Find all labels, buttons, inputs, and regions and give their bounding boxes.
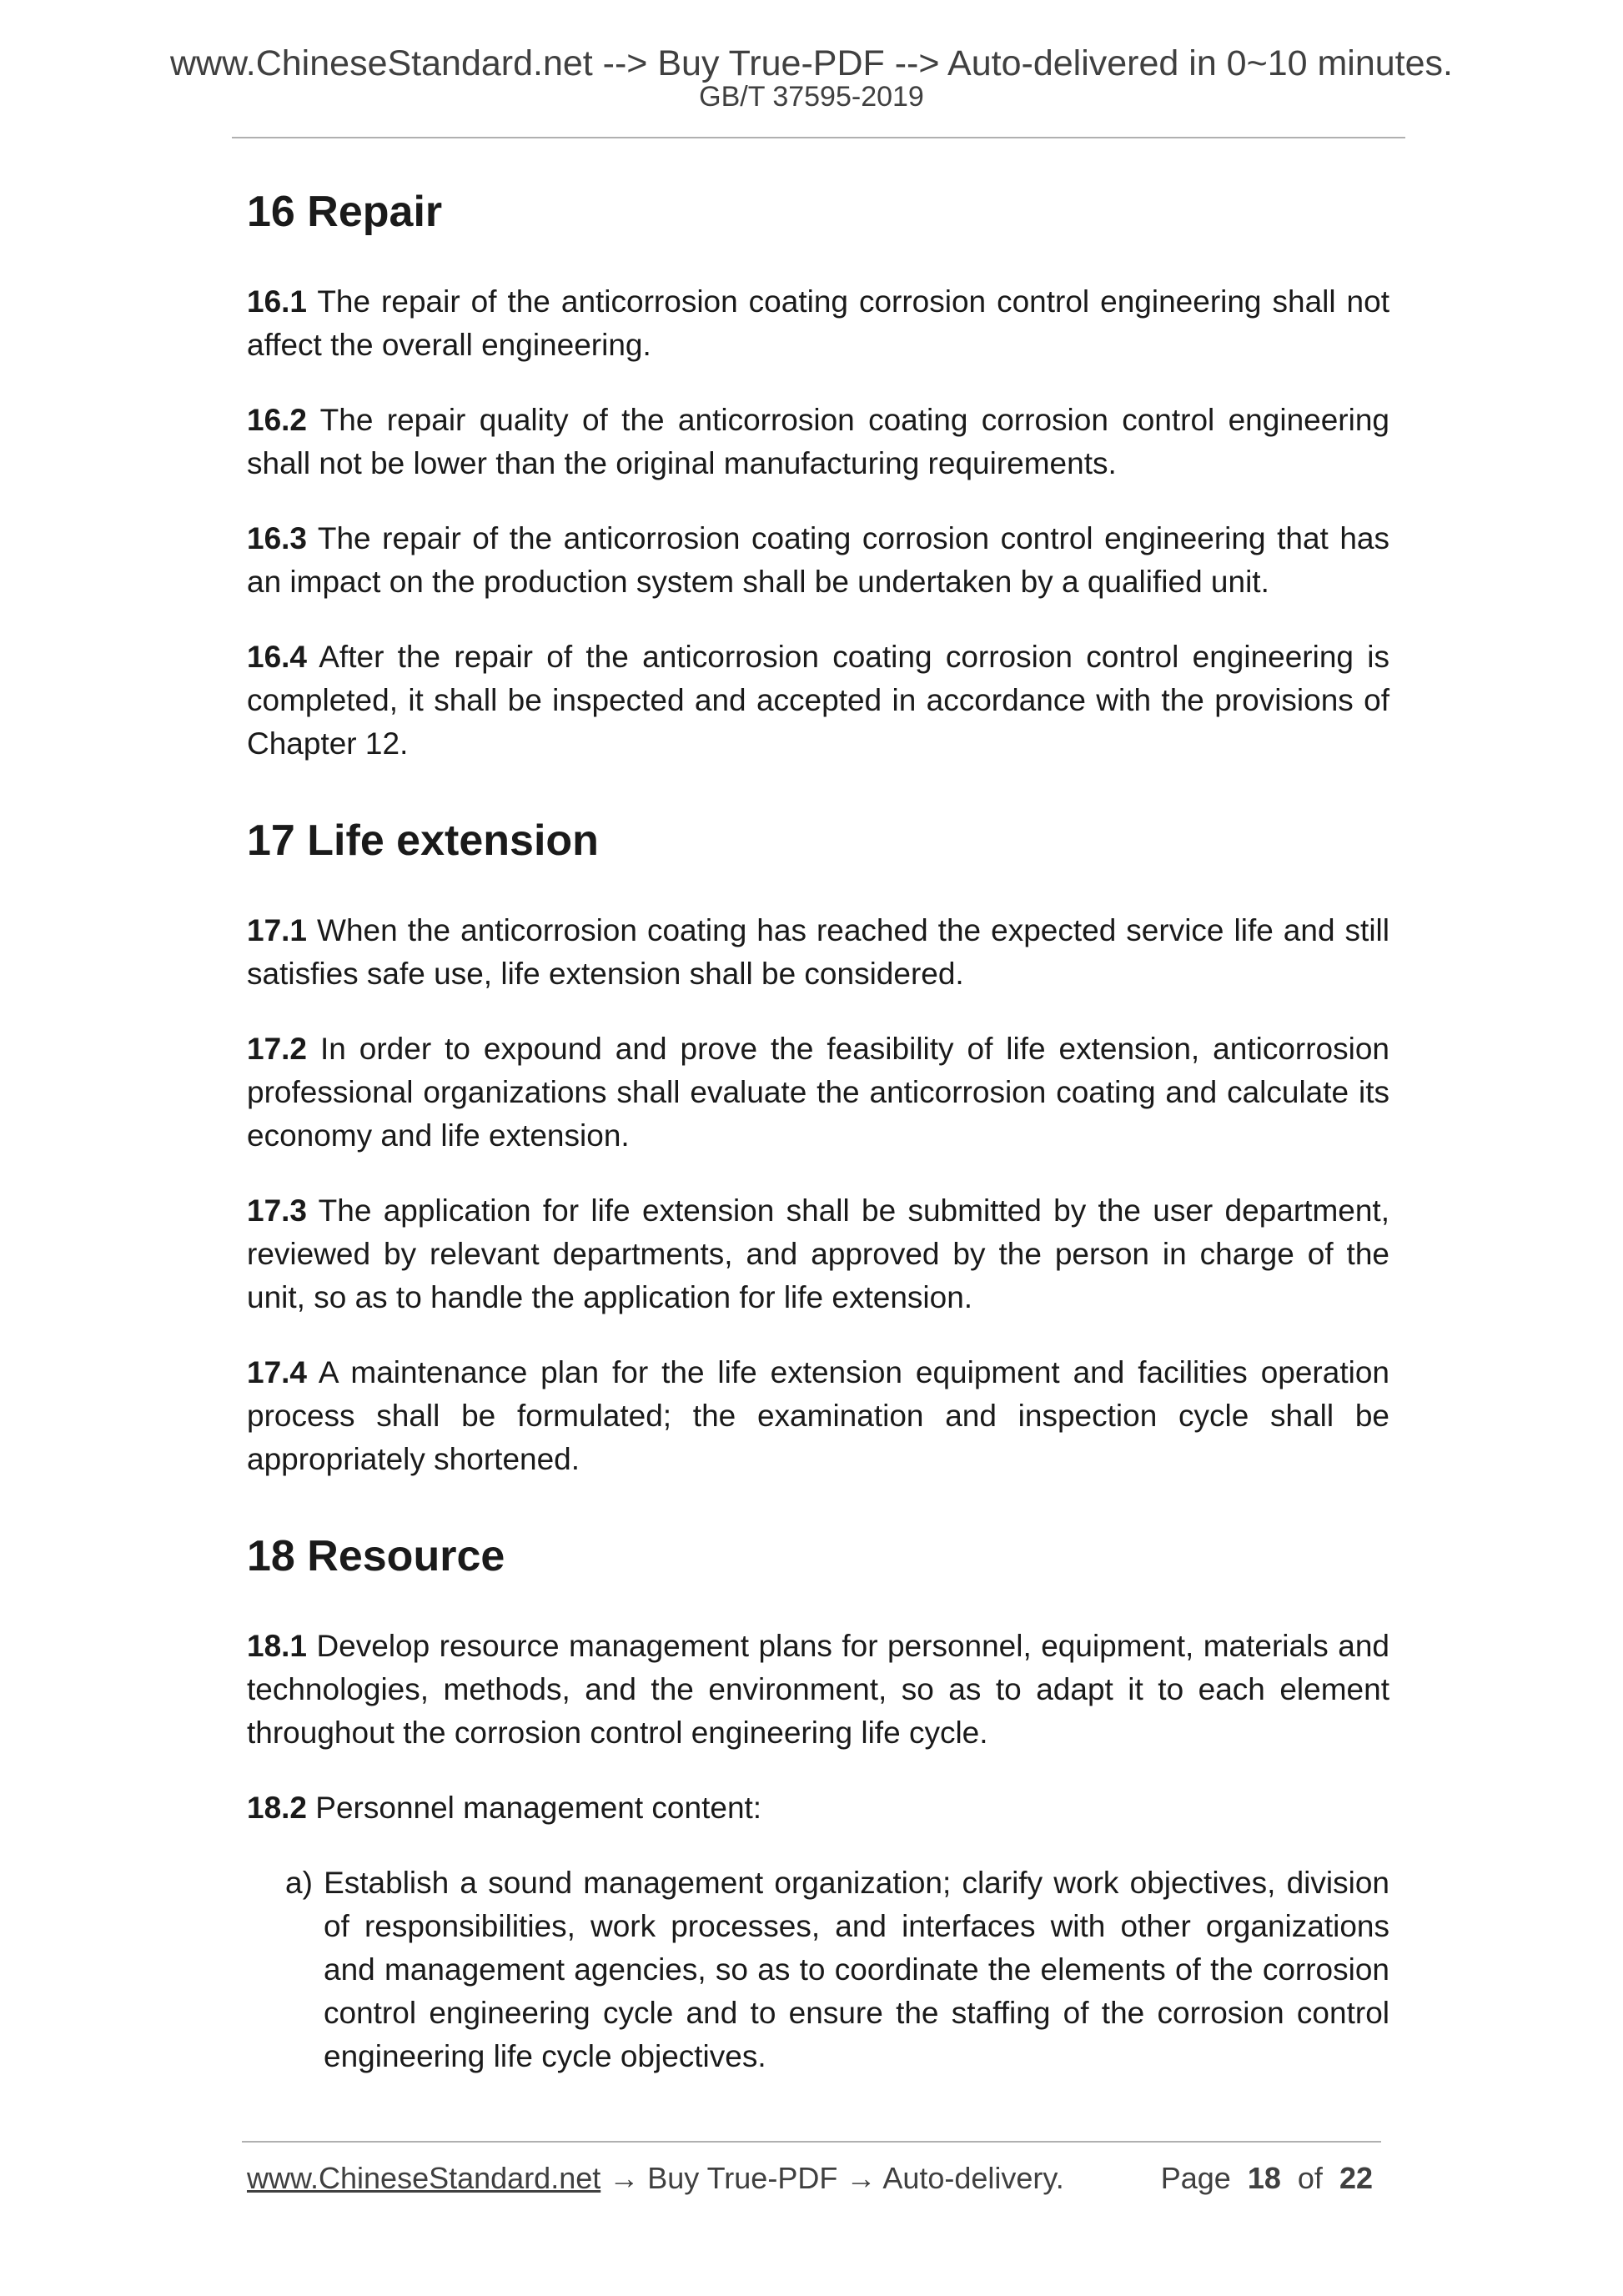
clause-text: Develop resource management plans for personnel, equipment, materials and technologies, methods, and the environment, so as to adapt it to each element throughout the corrosion control engineering life cycle. <box>247 1629 1389 1750</box>
section-title: 16 Repair <box>247 188 443 236</box>
clause-number: 16.3 <box>247 521 308 555</box>
page-number: 18 <box>1247 2161 1281 2195</box>
clause-17-4 <box>247 1351 1389 1481</box>
footer-link[interactable]: www.ChineseStandard.net <box>247 2161 601 2195</box>
section-title: 18 Resource <box>247 1532 505 1580</box>
clause-16-2 <box>247 399 1389 485</box>
clause-number: 18.1 <box>247 1629 308 1663</box>
clause-number: 17.3 <box>247 1193 308 1228</box>
clause-text: When the anticorrosion coating has reached the expected service life and still satisfies safe use, life extension shall be considered. <box>247 913 1389 991</box>
header-rule <box>232 137 1405 138</box>
clause-text: A maintenance plan for the life extension equipment and facilities operation process shall be formulated; the examination and inspection cycle shall be appropriately shortened. <box>247 1355 1389 1476</box>
clause-17-3 <box>247 1189 1389 1319</box>
page-indicator <box>1161 2160 1373 2197</box>
clause-16-1 <box>247 280 1389 367</box>
clause-16-4 <box>247 636 1389 766</box>
clause-text: The repair quality of the anticorrosion coating corrosion control engineering shall not be lower than the original manufacturing requirements. <box>247 403 1389 480</box>
clause-number: 18.2 <box>247 1791 308 1825</box>
clause-number: 17.2 <box>247 1032 308 1066</box>
clause-16-3 <box>247 517 1389 604</box>
section-18 <box>247 1530 1389 2078</box>
clause-18-2 <box>247 1786 1389 1830</box>
clause-17-2 <box>247 1027 1389 1158</box>
clause-number: 17.1 <box>247 913 308 947</box>
list-item-a: a) Establish a sound management organization; clarify work objectives, division of responsibilities, work processes, and interfaces with other organizations and management agencies, so as to coordinate the elements of the corrosion control engineering cycle and to ensure the staffing of the corrosion control engineering life cycle objectives. <box>285 1866 1389 2073</box>
section-title: 17 Life extension <box>247 816 599 865</box>
page-content <box>247 185 1389 2078</box>
clause-17-1 <box>247 909 1389 996</box>
clause-text: In order to expound and prove the feasibility of life extension, anticorrosion professional organizations shall evaluate the anticorrosion coating and calculate its economy and life extension. <box>247 1032 1389 1153</box>
section-17 <box>247 814 1389 1481</box>
clause-text: The application for life extension shall be submitted by the user department, reviewed by relevant departments, and approved by the person in charge of the unit, so as to handle the application for life extension. <box>247 1193 1389 1314</box>
of-label: of <box>1297 2161 1323 2195</box>
section-16 <box>247 185 1389 766</box>
page-total: 22 <box>1339 2161 1373 2195</box>
footer-rule <box>242 2141 1381 2143</box>
top-banner: www.ChineseStandard.net --> Buy True-PDF --> Auto-delivered in 0~10 minutes. <box>169 43 1453 83</box>
clause-number: 16.2 <box>247 403 308 437</box>
clause-text: The repair of the anticorrosion coating corrosion control engineering that has an impact on the production system shall be undertaken by a qualified unit. <box>247 521 1389 599</box>
clause-18-1 <box>247 1625 1389 1755</box>
clause-number: 16.1 <box>247 284 308 319</box>
clause-text: The repair of the anticorrosion coating corrosion control engineering shall not affect the overall engineering. <box>247 284 1389 362</box>
clause-text: After the repair of the anticorrosion coating corrosion control engineering is completed, it shall be inspected and accepted in accordance with the provisions of Chapter 12. <box>247 640 1389 761</box>
page-label: Page <box>1160 2161 1231 2195</box>
clause-number: 16.4 <box>247 640 308 674</box>
clause-number: 17.4 <box>247 1355 308 1389</box>
page-footer <box>247 2160 1381 2197</box>
clause-text: Personnel management content: <box>307 1791 762 1825</box>
footer-tagline: → Buy True-PDF → Auto-delivery. <box>600 2161 1064 2195</box>
standard-code: GB/T 37595-2019 <box>699 81 924 113</box>
